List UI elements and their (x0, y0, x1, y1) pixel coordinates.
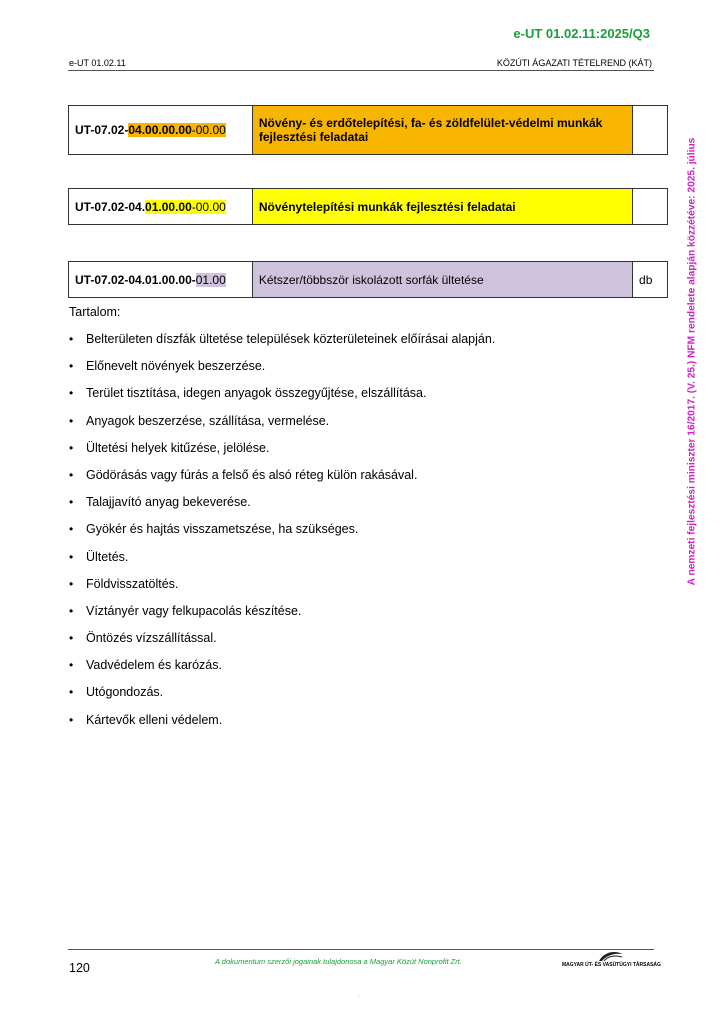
side-publication-note-text: A nemzeti fejlesztési miniszter 16/2017. (V. 25.) NFM rendelete alapján közzétéve: 2025. július (686, 137, 698, 585)
list-item (69, 332, 495, 359)
code-prefix: UT-07.02-04.01.00.00- (75, 272, 196, 287)
item-code-cell (69, 106, 253, 155)
list-item (69, 685, 495, 712)
list-item (69, 631, 495, 658)
list-item-text: Gyökér és hajtás visszametszése, ha szükséges. (86, 522, 359, 537)
item-description-cell: Növény- és erdőtelepítési, fa- és zöldfelület-védelmi munkák fejlesztési feladatai (252, 106, 632, 155)
road-swoosh-icon (598, 950, 624, 962)
code-prefix: UT-07.02-04. (75, 199, 146, 214)
content-list (69, 332, 495, 740)
company-logo (562, 950, 661, 972)
bullet-icon: • (69, 495, 74, 510)
list-item (69, 604, 495, 631)
list-item-text: Földvisszatöltés. (86, 576, 179, 591)
code-suffix: -00.00 (191, 199, 226, 214)
list-item-text: Ültetés. (86, 549, 129, 564)
side-publication-note (680, 96, 704, 626)
bullet-icon: • (69, 549, 74, 564)
list-item-text: Öntözés vízszállítással. (86, 631, 217, 646)
bullet-icon: • (69, 440, 74, 455)
list-item (69, 577, 495, 604)
list-item-text: Talajjavító anyag bekeverése. (86, 495, 251, 510)
item-table-level-2 (68, 188, 668, 225)
bottom-mark: . (358, 993, 360, 999)
list-item (69, 468, 495, 495)
list-item (69, 550, 495, 577)
item-table-level-3 (68, 261, 668, 298)
list-item-text: Terület tisztítása, idegen anyagok összegyűjtése, elszállítása. (86, 386, 427, 401)
bullet-icon: • (69, 658, 74, 673)
page-number: 120 (69, 961, 90, 975)
list-item-text: Kártevők elleni védelem. (86, 712, 223, 727)
list-item-text: Anyagok beszerzése, szállítása, vermelése. (86, 413, 330, 428)
list-item (69, 414, 495, 441)
bullet-icon: • (69, 386, 74, 401)
list-item-text: Előnevelt növények beszerzése. (86, 359, 266, 374)
header-left-text: e-UT 01.02.11 (69, 58, 126, 68)
bullet-icon: • (69, 576, 74, 591)
item-description-cell: Kétszer/többször iskolázott sorfák ültetése (252, 262, 632, 298)
copyright-notice: A dokumentum szerzői jogainak tulajdonosa a Magyar Közút Nonprofit Zrt. (215, 957, 462, 966)
list-item (69, 386, 495, 413)
list-item-text: Ültetési helyek kitűzése, jelölése. (86, 440, 270, 455)
list-item (69, 658, 495, 685)
item-table-level-1 (68, 105, 668, 155)
list-item-text: Víztányér vagy felkupacolás készítése. (86, 603, 302, 618)
header-divider (68, 70, 654, 71)
document-code: e-UT 01.02.11:2025/Q3 (513, 26, 650, 41)
bullet-icon: • (69, 522, 74, 537)
list-item-text: Utógondozás. (86, 685, 164, 700)
list-item (69, 441, 495, 468)
list-item (69, 522, 495, 549)
list-item (69, 495, 495, 522)
item-unit-cell (633, 106, 668, 155)
bullet-icon: • (69, 332, 74, 346)
code-suffix: -00.00 (191, 123, 226, 137)
code-highlight: 04.00.00.00 (128, 123, 192, 137)
item-code-cell (69, 189, 253, 225)
bullet-icon: • (69, 467, 74, 482)
list-item-text: Vadvédelem és karózás. (86, 658, 222, 673)
item-unit-cell: db (633, 262, 668, 298)
code-highlight: 01.00.00 (145, 199, 192, 214)
header-right-text: KÖZÚTI ÁGAZATI TÉTELREND (KÁT) (496, 58, 652, 68)
item-unit-cell (633, 189, 668, 225)
logo-text: MAGYAR ÚT- ÉS VASÚTÜGYI TÁRSASÁG (562, 962, 661, 968)
item-description-cell: Növénytelepítési munkák fejlesztési feladatai (252, 189, 632, 225)
bullet-icon: • (69, 712, 74, 727)
list-item (69, 359, 495, 386)
list-item-text: Gödörásás vagy fúrás a felső és alsó réteg külön rakásával. (86, 467, 418, 482)
code-highlight: 01.00 (195, 272, 226, 287)
code-prefix: UT-07.02- (75, 123, 129, 137)
bullet-icon: • (69, 631, 74, 646)
item-code-cell (69, 262, 253, 298)
bullet-icon: • (69, 359, 74, 374)
bullet-icon: • (69, 603, 74, 618)
bullet-icon: • (69, 685, 74, 700)
list-item-text: Belterületen díszfák ültetése települések közterületeinek előírásai alapján. (86, 332, 496, 346)
list-item (69, 713, 495, 740)
bullet-icon: • (69, 413, 74, 428)
content-heading: Tartalom: (69, 305, 121, 319)
